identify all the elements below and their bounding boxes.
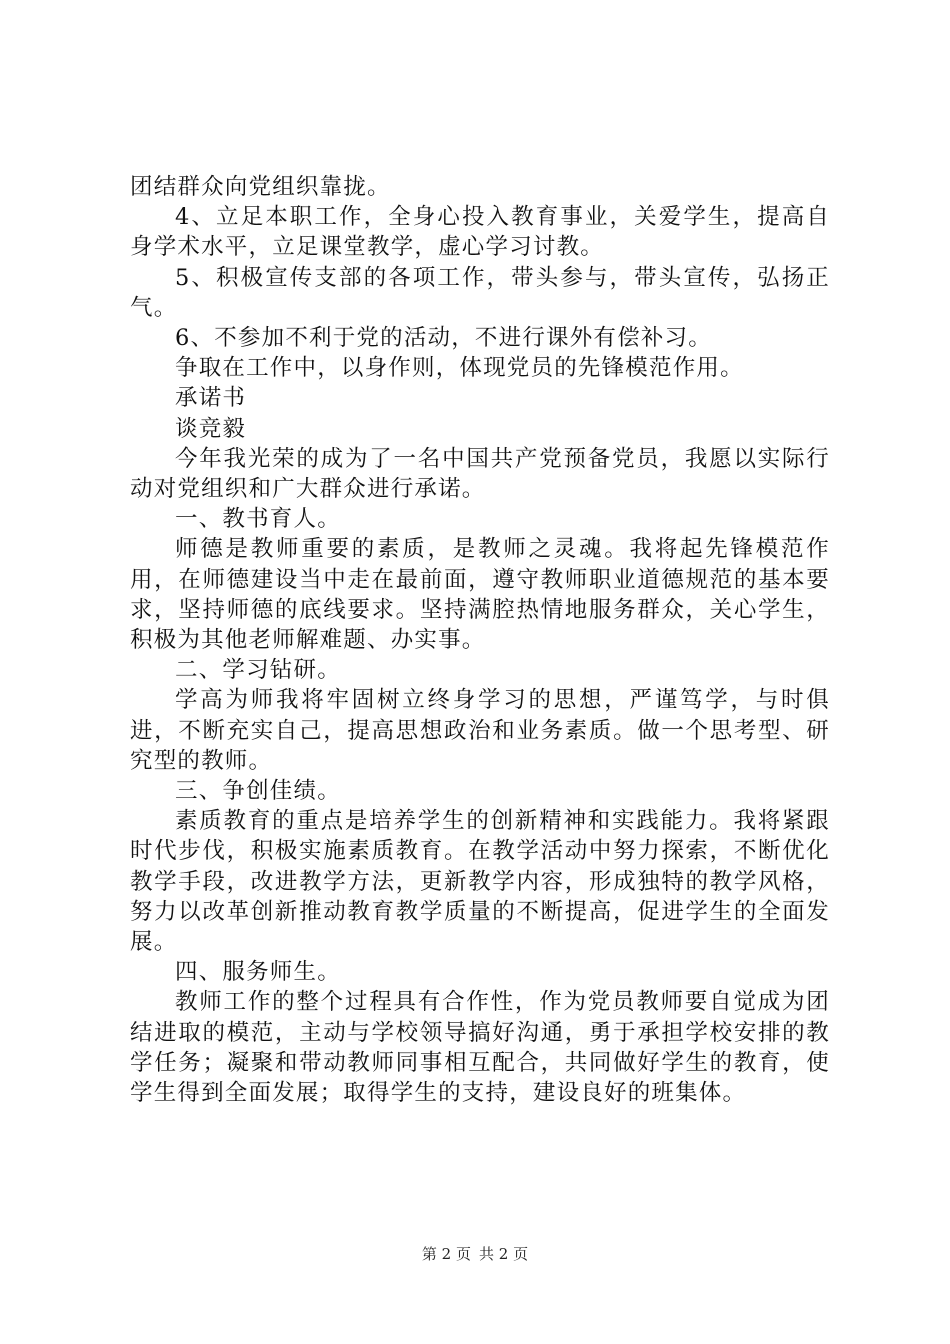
section-heading: 二、学习钻研。 [175, 657, 341, 684]
paragraph: 4、立足本职工作，全身心投入教育事业，关爱学生，提高自身学术水平，立足课堂教学，虚心学习讨教。 [130, 204, 830, 261]
author-name: 谈竞毅 [175, 415, 247, 442]
page-footer [0, 1244, 950, 1264]
paragraph: 师德是教师重要的素质，是教师之灵魂。我将起先锋模范作用，在师德建设当中走在最前面，遵守教师职业道德规范的基本要求，坚持师德的底线要求。坚持满腔热情地服务群众，关心学生，积极为其他老师解难题、办实事。 [130, 536, 830, 654]
document-body [130, 172, 830, 1108]
paragraph: 今年我光荣的成为了一名中国共产党预备党员，我愿以实际行动对党组织和广大群众进行承诺。 [130, 445, 830, 503]
paragraph: 学高为师我将牢固树立终身学习的思想，严谨笃学，与时俱进，不断充实自己，提高思想政治和业务素质。做一个思考型、研究型的教师。 [130, 687, 830, 774]
paragraph: 6、不参加不利于党的活动，不进行课外有偿补习。 [175, 325, 712, 352]
page-number: 第 2 页 [421, 1245, 471, 1263]
section-heading: 三、争创佳绩。 [175, 778, 341, 805]
section-heading: 一、教书育人。 [175, 506, 341, 533]
section-heading: 四、服务师生。 [175, 959, 341, 986]
paragraph: 教师工作的整个过程具有合作性，作为党员教师要自觉成为团结进取的模范，主动与学校领导搞好沟通，勇于承担学校安排的教学任务；凝聚和带动教师同事相互配合，共同做好学生的教育，使学生得到全面发展；取得学生的支持，建设良好的班集体。 [130, 989, 830, 1107]
section-title: 承诺书 [175, 385, 247, 412]
paragraph: 团结群众向党组织靠拢。 [130, 174, 391, 200]
paragraph: 争取在工作中，以身作则，体现党员的先锋模范作用。 [175, 355, 744, 382]
paragraph: 素质教育的重点是培养学生的创新精神和实践能力。我将紧跟时代步伐，积极实施素质教育。在教学活动中努力探索，不断优化教学手段，改进教学方法，更新教学内容，形成独特的教学风格，努力以改革创新推动教育教学质量的不断提高，促进学生的全面发展。 [130, 808, 830, 956]
page-total: 共 2 页 [479, 1245, 529, 1263]
paragraph: 5、积极宣传支部的各项工作，带头参与，带头宣传，弘扬正气。 [130, 264, 830, 321]
